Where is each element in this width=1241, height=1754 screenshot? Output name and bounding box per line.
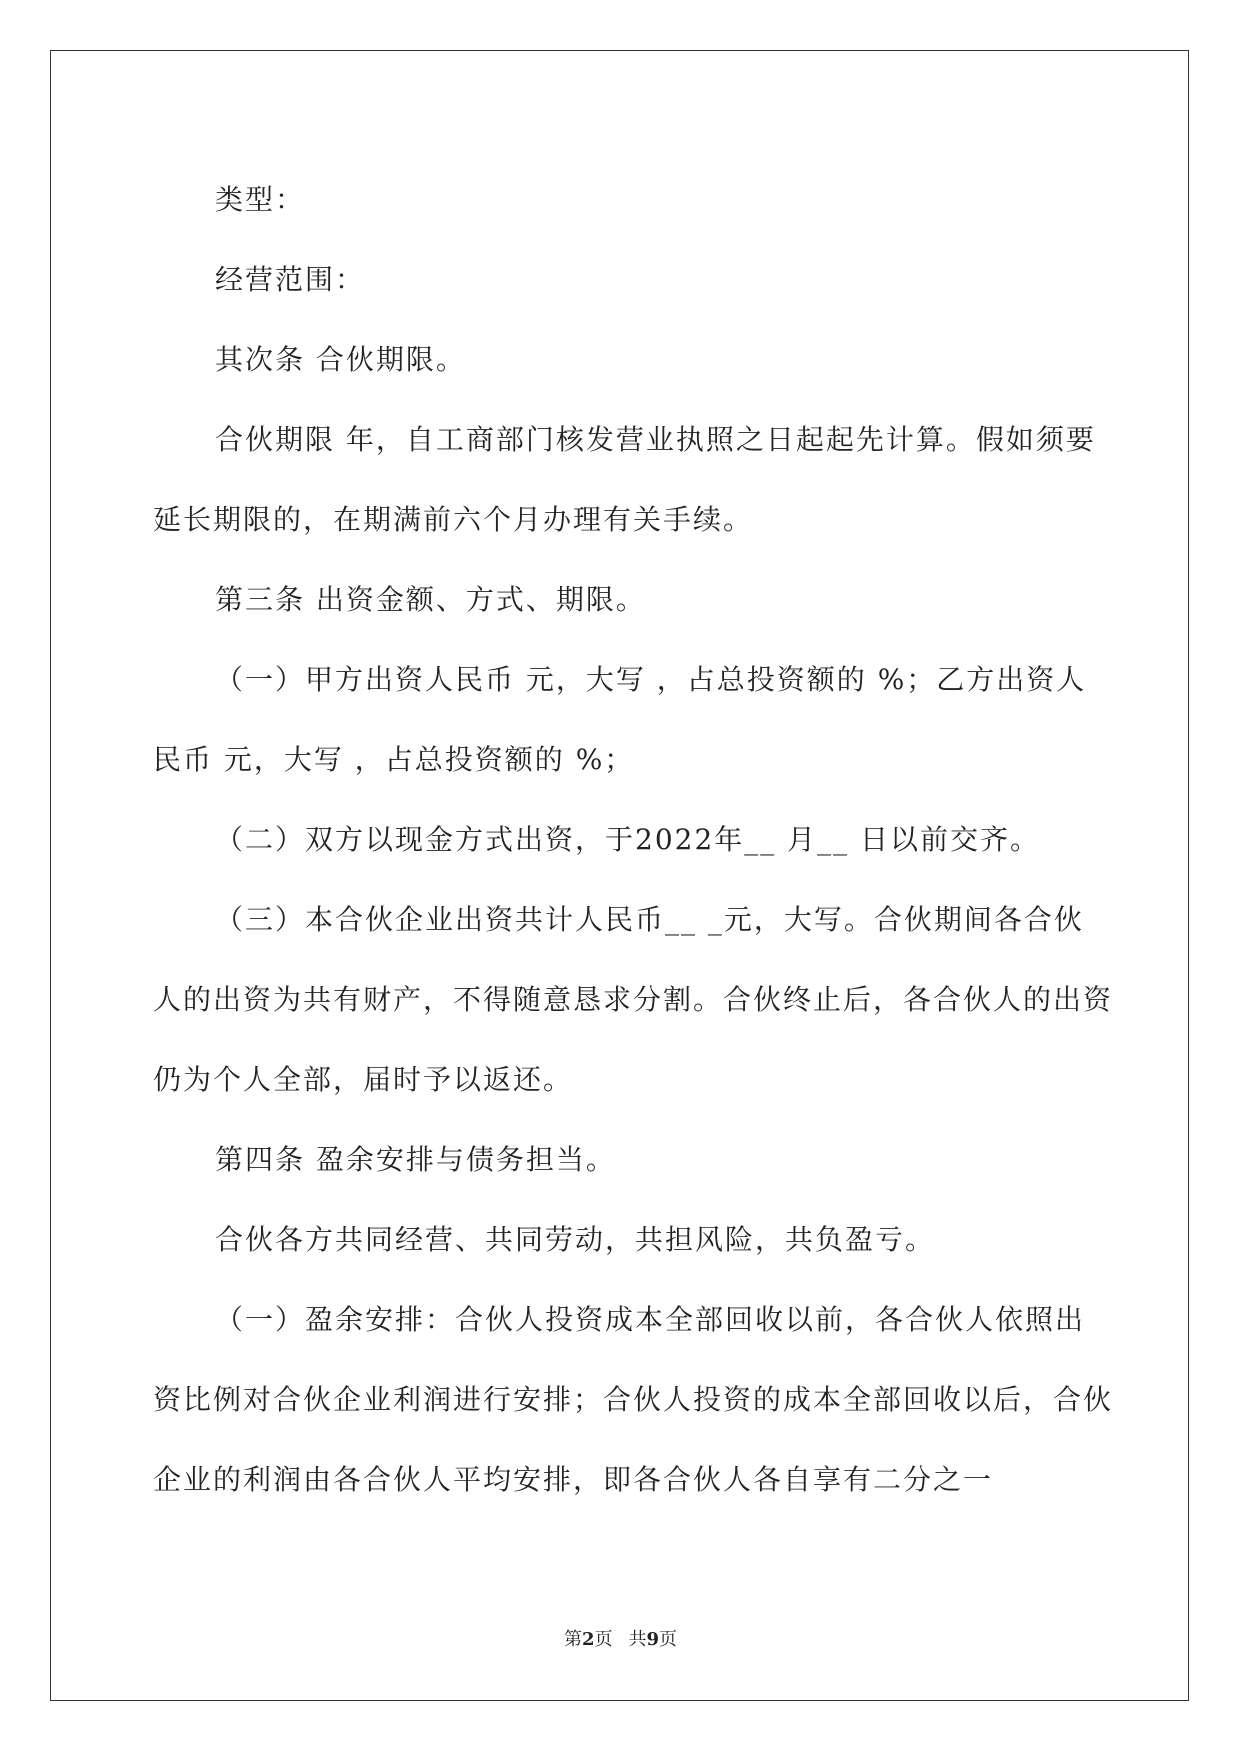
paragraph-article-3-heading: 第三条 出资金额、方式、期限。: [215, 583, 646, 616]
footer-total-unit: 页: [659, 1629, 678, 1650]
footer-total-prefix: 共: [628, 1629, 647, 1650]
footer-page-prefix: 第: [563, 1629, 582, 1650]
paragraph-contribution-3: （三）本合伙企业出资共计人民币__ _元，大写。合伙期间各合伙人的出资为共有财产，不得随意恳求分割。合伙终止后，各合伙人的出资仍为个人全部，届时予以返还。: [153, 903, 1114, 1096]
paragraph-contribution-2: （二）双方以现金方式出资，于2022年__ 月__ 日以前交齐。: [215, 823, 1041, 856]
paragraph-type: 类型：: [215, 183, 306, 216]
paragraph-shared-risk: 合伙各方共同经营、共同劳动，共担风险，共负盈亏。: [215, 1223, 936, 1256]
page-footer: [0, 1625, 1241, 1651]
footer-page-current: 2: [581, 1629, 595, 1650]
paragraph-business-scope: 经营范围：: [215, 263, 366, 296]
document-body: [153, 160, 1113, 1520]
paragraph-article-2-heading: 其次条 合伙期限。: [215, 343, 466, 376]
paragraph-profit-distribution: （一）盈余安排：合伙人投资成本全部回收以前，各合伙人依照出资比例对合伙企业利润进行安排；合伙人投资的成本全部回收以后，合伙企业的利润由各合伙人平均安排，即各合伙人各自享有二分之一: [153, 1303, 1114, 1496]
paragraph-article-4-heading: 第四条 盈余安排与债务担当。: [215, 1143, 616, 1176]
footer-page-total: 9: [646, 1629, 660, 1650]
paragraph-contribution-1: （一）甲方出资人民币 元，大写 ，占总投资额的 %；乙方出资人民币 元，大写 ，占总投资额的 %；: [153, 663, 1087, 776]
footer-page-unit: 页: [594, 1629, 613, 1650]
paragraph-partnership-term: 合伙期限 年，自工商部门核发营业执照之日起起先计算。假如须要延长期限的，在期满前六个月办理有关手续。: [153, 423, 1096, 536]
